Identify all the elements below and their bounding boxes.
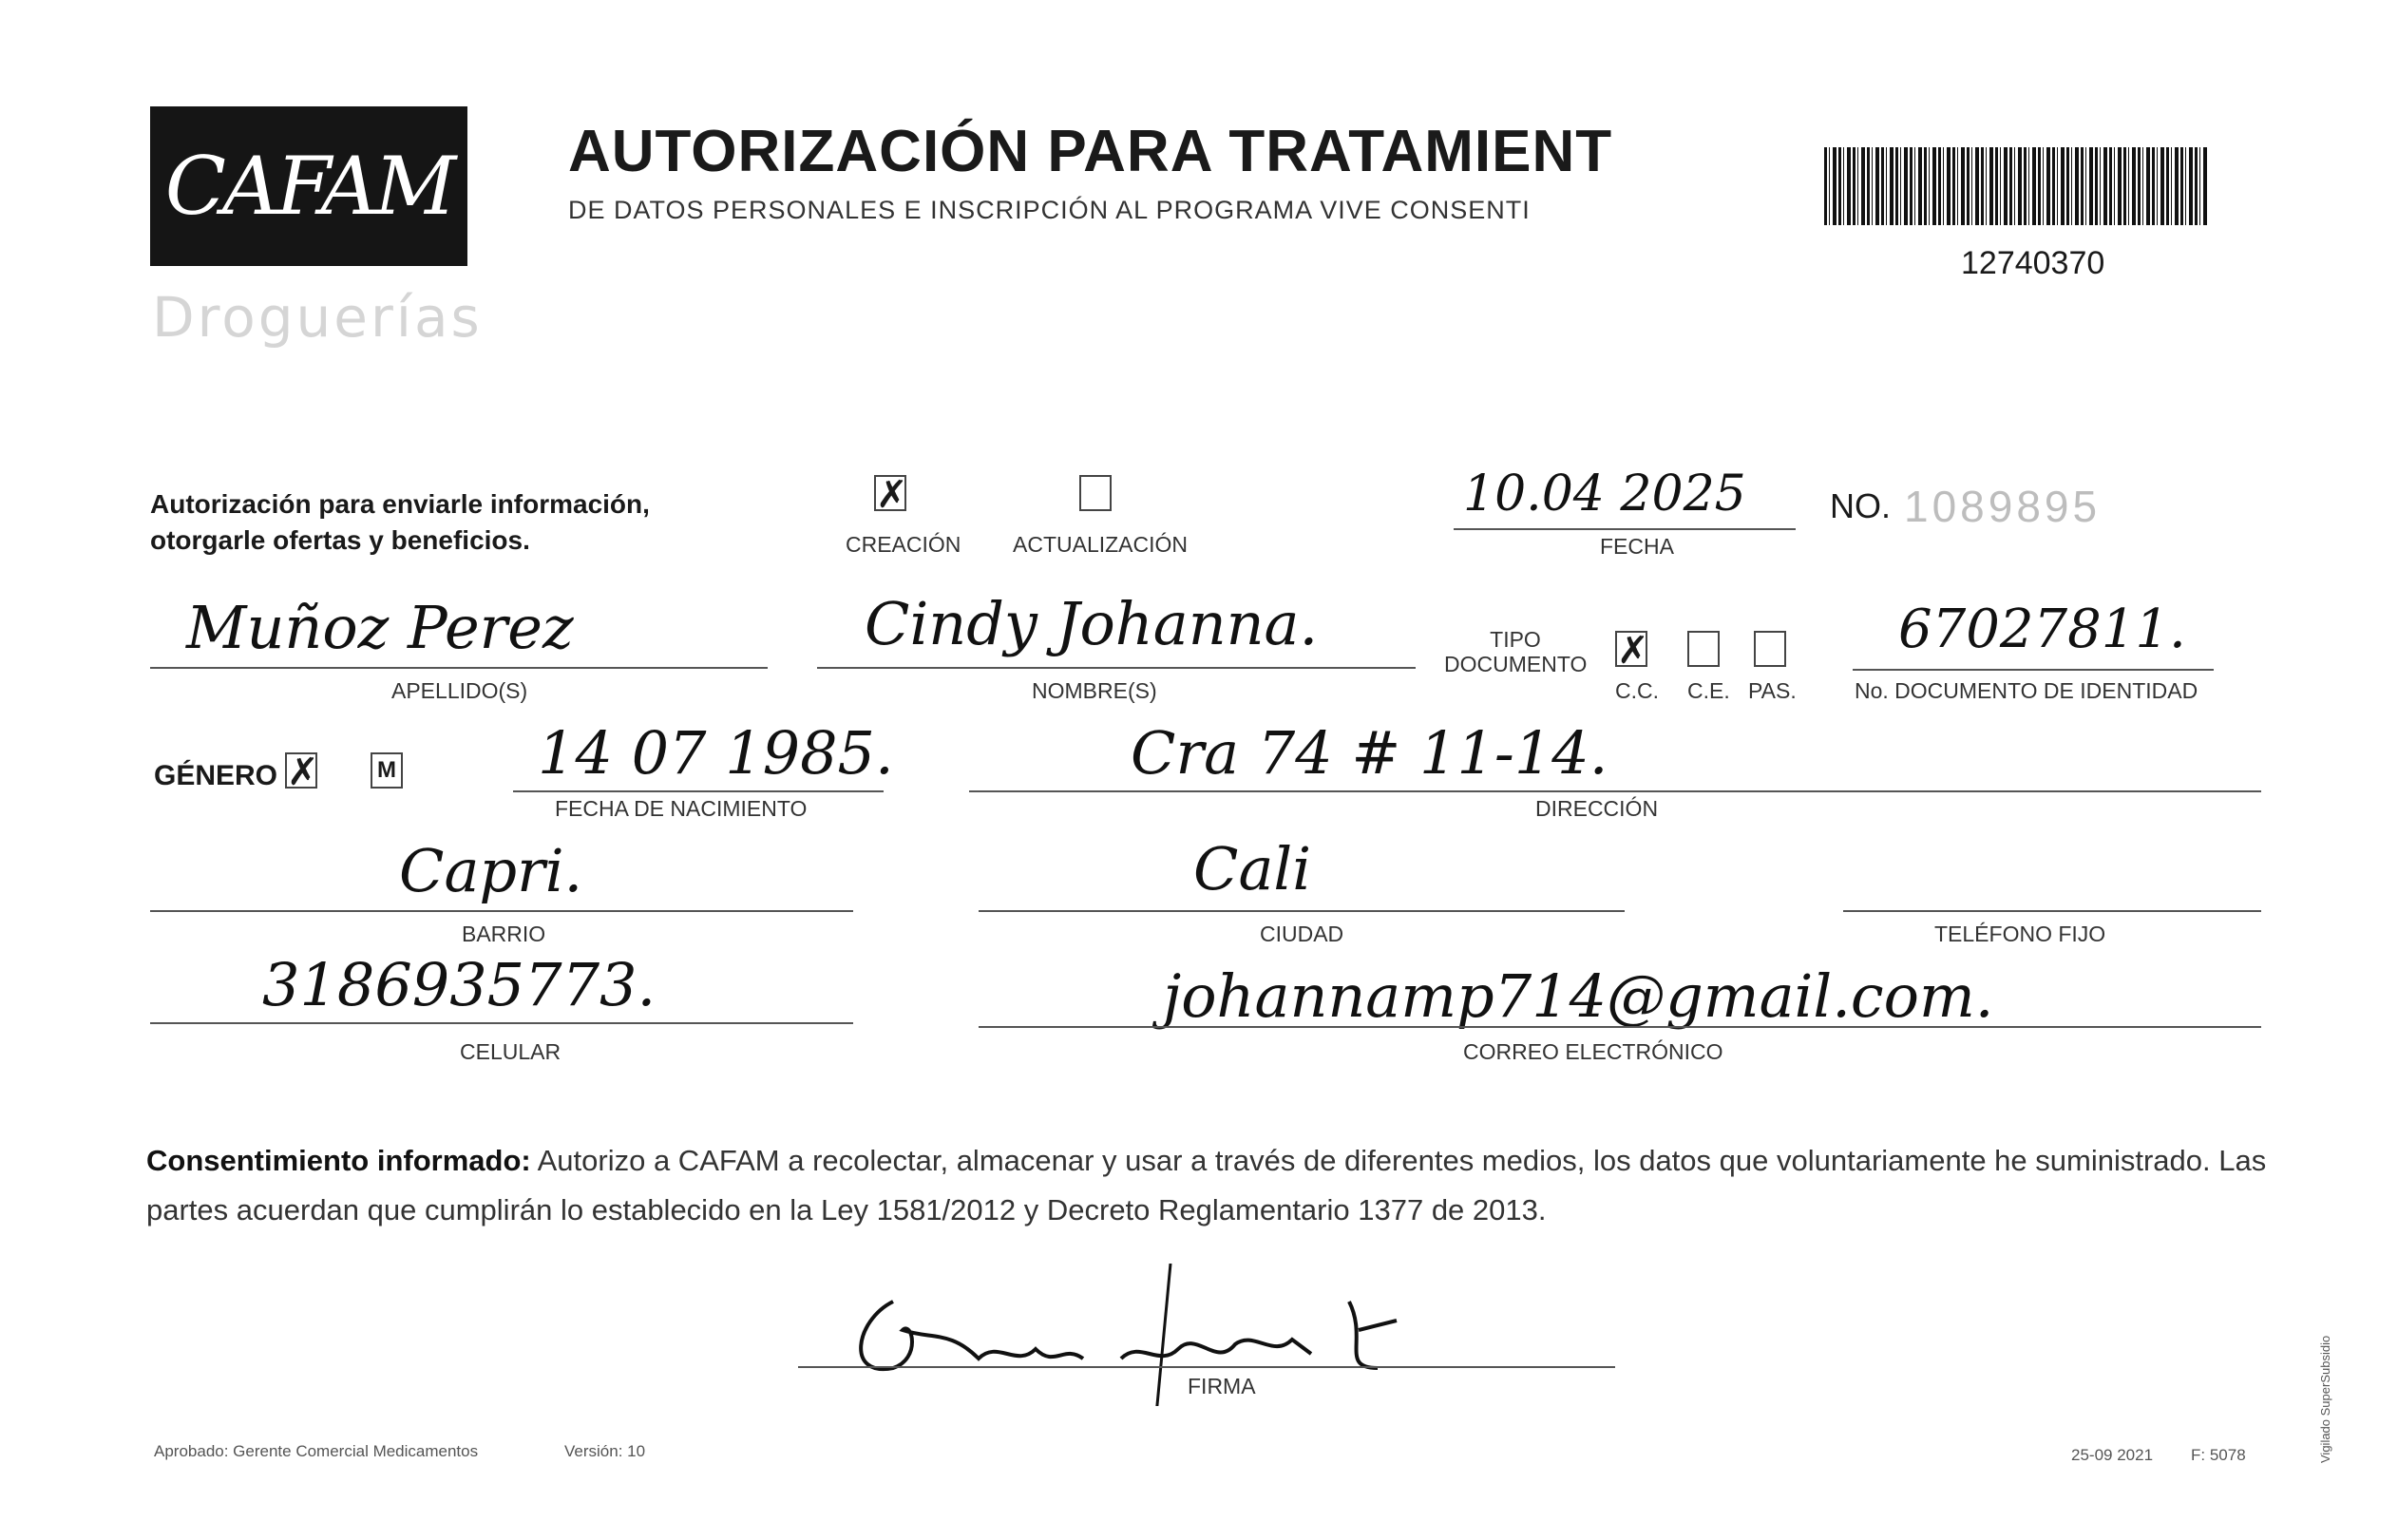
footer-code: F: 5078 [2191,1446,2246,1464]
barrio-value[interactable]: Capri. [399,836,583,905]
footer-date: 25-09 2021 [2071,1446,2154,1464]
genero-m-checkbox[interactable] [371,752,403,789]
telefono-line [1843,910,2261,912]
document-title: AUTORIZACIÓN PARA TRATAMIENT [568,119,1613,184]
direccion-label: DIRECCIÓN [1535,796,1659,821]
celular-label: CELULAR [460,1039,561,1064]
firma-line [798,1366,1615,1368]
nacimiento-line [513,790,884,792]
nombres-value[interactable]: Cindy Johanna. [865,589,1319,658]
direccion-value[interactable]: Cra 74 # 11-14. [1131,718,1608,788]
barrio-label: BARRIO [462,922,546,946]
consent-paragraph [146,1136,2274,1235]
fecha-value[interactable]: 10.04 2025 [1463,466,1746,523]
actualizacion-label: ACTUALIZACIÓN [1013,532,1189,557]
telefono-label: TELÉFONO FIJO [1934,922,2106,946]
doc-pas-checkbox[interactable] [1754,631,1786,667]
celular-line [150,1022,853,1024]
aprobado-text: Aprobado: Gerente Comercial Medicamentos [154,1442,479,1460]
document-subtitle: DE DATOS PERSONALES E INSCRIPCIÓN AL PROGRAMA VIVE CONSENTI [568,196,1531,224]
firma-label: FIRMA [1188,1374,1256,1398]
ciudad-line [979,910,1625,912]
version-text: Versión: 10 [564,1442,646,1460]
cafam-logo: CAFAM [150,106,467,266]
no-value: 1089895 [1904,482,2102,531]
doc-ce-checkbox[interactable] [1687,631,1720,667]
doc-cc-mark: ✗ [1617,629,1649,673]
nombres-label: NOMBRE(S) [1032,678,1157,703]
ciudad-label: CIUDAD [1260,922,1344,946]
creacion-label: CREACIÓN [846,532,961,557]
signature-drawing [836,1264,1444,1406]
authorization-heading: Autorización para enviarle información, otorgarle ofertas y beneficios. [150,489,650,555]
nacimiento-label: FECHA DE NACIMIENTO [555,796,808,821]
apellidos-line [150,667,768,669]
tipo-documento-label: TIPO DOCUMENTO [1444,627,1588,676]
genero-f-mark: ✗ [287,751,319,794]
documento-label: No. DOCUMENTO DE IDENTIDAD [1855,678,2198,703]
ciudad-value[interactable]: Cali [1193,834,1312,903]
celular-value[interactable]: 3186935773. [262,950,657,1019]
creacion-mark: ✗ [876,473,908,517]
doc-ce-label: C.E. [1687,678,1730,703]
no-label: NO. [1830,486,1892,525]
barrio-line [150,910,853,912]
doc-cc-checkbox[interactable] [1615,629,1649,673]
consent-text: Autorizo a CAFAM a recolectar, almacenar y usar a través de diferentes medios, los datos que voluntariamente he suministrado. Las partes acuerdan que cumplirán lo establecido en la Ley 1581/2012 y Decreto Reglamentario 1377 de 2013. [146,1144,2267,1226]
vigilado-side-text: Vigilado SuperSubsidio [2318,1335,2332,1463]
nacimiento-value[interactable]: 14 07 1985. [538,718,894,788]
doc-pas-label: PAS. [1748,678,1797,703]
documento-line [1853,669,2214,671]
correo-value[interactable]: johannamp714@gmail.com. [1163,961,1994,1031]
correo-line [979,1026,2261,1028]
fecha-line [1454,528,1796,530]
genero-m-label: M [377,757,396,783]
fecha-label: FECHA [1600,534,1674,559]
nombres-line [817,667,1416,669]
genero-f-checkbox[interactable] [285,751,319,794]
documento-value[interactable]: 67027811. [1898,599,2186,660]
correo-label: CORREO ELECTRÓNICO [1463,1039,1723,1064]
apellidos-label: APELLIDO(S) [391,678,528,703]
actualizacion-checkbox[interactable] [1079,475,1112,511]
direccion-line [969,790,2261,792]
creacion-checkbox[interactable] [874,473,908,517]
barcode [1824,147,2208,225]
barcode-number: 12740370 [1961,245,2105,281]
genero-label: GÉNERO [154,760,278,791]
consent-heading: Consentimiento informado: [146,1144,531,1177]
apellidos-value[interactable]: Muñoz Perez [186,593,574,662]
logo-subtitle: Droguerías [152,285,483,350]
doc-cc-label: C.C. [1615,678,1659,703]
